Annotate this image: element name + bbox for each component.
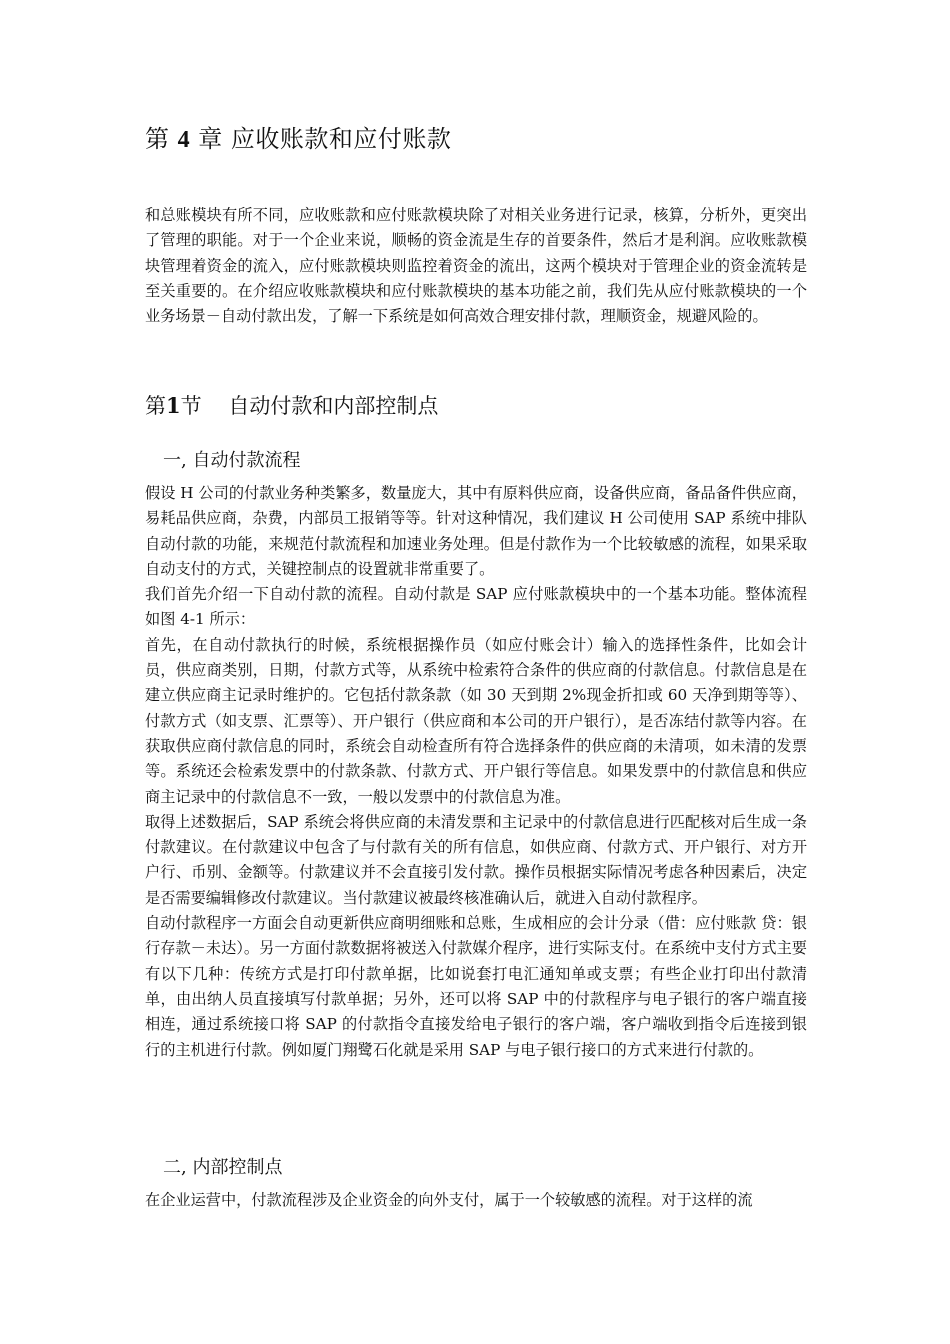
body-paragraph: 自动付款程序一方面会自动更新供应商明细账和总账，生成相应的会计分录（借：应付账款 贷：银行存款－未达）。另一方面付款数据将被送入付款媒介程序，进行实际支付。在系统中支付方式主要有以下几种：传统方式是打印付款单据，比如说套打电汇通知单或支票；有些企业打印出付款清单，由出纳人员直接填写付款单据；另外，还可以将 SAP 中的付款程序与电子银行的客户端直接相连，通过系统接口将 SAP 的付款指令直接发给电子银行的客户端，客户端收到指令后连接到银行的主机进行付款。例如厦门翔鹭石化就是采用 SAP 与电子银行接口的方式来进行付款的。 — [145, 914, 807, 1059]
section-name: 节 自动付款和内部控制点 — [180, 394, 439, 418]
body-paragraph: 在企业运营中，付款流程涉及企业资金的向外支付，属于一个较敏感的流程。对于这样的流 — [145, 1191, 753, 1209]
subsection-title-auto-payment: 一, 自动付款流程 — [163, 450, 301, 471]
chapter-prefix: 第 — [145, 125, 170, 153]
subsection-body-auto-payment — [145, 481, 807, 1063]
subsection-title-internal-control: 二, 内部控制点 — [163, 1157, 283, 1178]
body-paragraph: 我们首先介绍一下自动付款的流程。自动付款是 SAP 应付账款模块中的一个基本功能。整体流程如图 4-1 所示： — [145, 585, 807, 629]
section-prefix: 第 — [145, 394, 166, 418]
intro-paragraph: 和总账模块有所不同，应收账款和应付账款模块除了对相关业务进行记录，核算，分析外，更突出了管理的职能。对于一个企业来说，顺畅的资金流是生存的首要条件，然后才是利润。应收账款模块管理着资金的流入，应付账款模块则监控着资金的流出，这两个模块对于管理企业的资金流转是至关重要的。在介绍应收账款模块和应付账款模块的基本功能之前，我们先从应付账款模块的一个业务场景－自动付款出发，了解一下系统是如何高效合理安排付款，理顺资金，规避风险的。 — [145, 206, 807, 326]
chapter-number: 4 — [177, 127, 191, 153]
section-number: 1 — [166, 393, 181, 418]
chapter-title — [145, 124, 451, 155]
body-paragraph: 取得上述数据后，SAP 系统会将供应商的未清发票和主记录中的付款信息进行匹配核对后生成一条付款建议。在付款建议中包含了与付款有关的所有信息，如供应商、付款方式、开户银行、对方开户行、币别、金额等。付款建议并不会直接引发付款。操作员根据实际情况考虑各种因素后，决定是否需要编辑修改付款建议。当付款建议被最终核准确认后，就进入自动付款程序。 — [145, 812, 807, 907]
body-paragraph: 假设 H 公司的付款业务种类繁多，数量庞大，其中有原料供应商，设备供应商，备品备件供应商，易耗品供应商，杂费，内部员工报销等等。针对这种情况，我们建议 H 公司使用 SAP 系统中排队自动付款的功能，来规范付款流程和加速业务处理。但是付款作为一个比较敏感的流程，如果采取自动支付的方式，关键控制点的设置就非常重要了。 — [145, 484, 807, 578]
chapter-name: 章 应收账款和应付账款 — [198, 125, 452, 153]
body-paragraph: 首先，在自动付款执行的时候，系统根据操作员（如应付账会计）输入的选择性条件，比如会计员，供应商类别，日期，付款方式等，从系统中检索符合条件的供应商的付款信息。付款信息是在建立供应商主记录时维护的。它包括付款条款（如 30 天到期 2%现金折扣或 60 天净到期等等）、付款方式（如支票、汇票等）、开户银行（供应商和本公司的开户银行），是否冻结付款等内容。在获取供应商付款信息的同时，系统会自动检查所有符合选择条件的供应商的未清项，如未清的发票等。系统还会检索发票中的付款条款、付款方式、开户银行等信息。如果发票中的付款信息和供应商主记录中的付款信息不一致，一般以发票中的付款信息为准。 — [145, 635, 807, 806]
section-title — [145, 393, 438, 419]
